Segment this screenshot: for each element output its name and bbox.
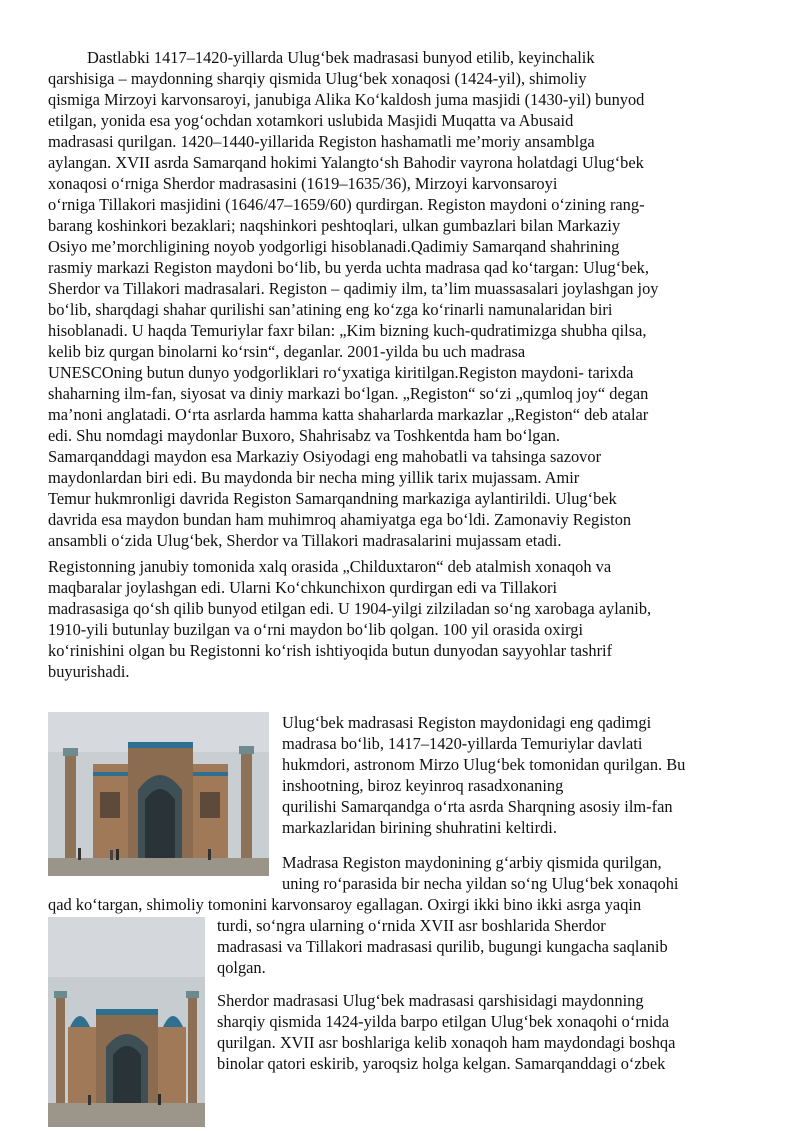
text-line: qolgan. bbox=[217, 958, 266, 977]
text-line: xonaqosi o‘rniga Sherdor madrasasini (1619–1635/36), Mirzoyi karvonsaroyi bbox=[48, 174, 558, 193]
text-line: kelib biz qurgan binolarni ko‘rsin“, deganlar. 2001-yilda bu uch madrasa bbox=[48, 342, 526, 361]
text-line: barang koshinkori bezaklari; naqshinkori peshtoqlari, ulkan gumbazlari bilan Markaziy bbox=[48, 216, 621, 235]
text-line: buyurishadi. bbox=[48, 662, 130, 681]
ulugbek-madrasa-photo bbox=[48, 712, 269, 876]
text-line: madrasasi va Tillakori madrasasi qurilib, bugungi kungacha saqlanib bbox=[217, 937, 668, 956]
text-line: qarshisiga – maydonning sharqiy qismida Ulug‘bek xonaqosi (1424-yil), shimoliy bbox=[48, 69, 587, 88]
text-line: madrasasi qurilgan. 1420–1440-yillarida Registon hashamatli me’moriy ansamblga bbox=[48, 132, 595, 151]
text-line: rasmiy markazi Registon maydoni bo‘lib, bu yerda uchta madrasa qad ko‘targan: Ulug‘bek, bbox=[48, 258, 649, 277]
sherdor-madrasa-photo bbox=[48, 917, 205, 1127]
text-line: davrida esa maydon bundan ham muhimroq ahamiyatga ega bo‘ldi. Zamonaviy Registon bbox=[48, 510, 632, 529]
text-line: uning ro‘parasida bir necha yildan so‘ng Ulug‘bek xonaqohi bbox=[282, 874, 679, 893]
text-line: 1910-yili butunlay buzilgan va o‘rni maydon bo‘lib qolgan. 100 yil orasida oxirgi bbox=[48, 620, 584, 639]
text-line: Sherdor madrasasi Ulug‘bek madrasasi qarshisidagi maydonning bbox=[217, 991, 644, 1010]
text-line: Dastlabki 1417–1420-yillarda Ulug‘bek madrasasi bunyod etilib, keyinchalik bbox=[87, 48, 595, 67]
text-line: Samarqanddagi maydon esa Markaziy Osiyodagi eng mahobatli va tahsinga sazovor bbox=[48, 447, 602, 466]
text-line: Madrasa Registon maydonining g‘arbiy qismida qurilgan, bbox=[282, 853, 662, 872]
text-line: Temur hukmronligi davrida Registon Samarqandning markaziga aylantirildi. Ulug‘bek bbox=[48, 489, 617, 508]
text-line: Osiyo me’morchligining noyob yodgorligi hisoblanadi.Qadimiy Samarqand shahrining bbox=[48, 237, 620, 256]
text-line: UNESCOning butun dunyo yodgorliklari ro‘yxatiga kiritilgan.Registon maydoni- tarixda bbox=[48, 363, 634, 382]
text-line: maydonlardan biri edi. Bu maydonda bir necha ming yillik tarix mujassam. Amir bbox=[48, 468, 580, 487]
text-line: edi. Shu nomdagi maydonlar Buxoro, Shahrisabz va Toshkentda ham bo‘lgan. bbox=[48, 426, 561, 445]
text-line: hisoblanadi. U haqda Temuriylar faxr bilan: „Kim bizning kuch-qudratimizga shubha qilsa, bbox=[48, 321, 647, 340]
text-line: qurilishi Samarqandga o‘rta asrda Sharqning asosiy ilm-fan bbox=[282, 797, 673, 816]
text-line: madrasa bo‘lib, 1417–1420-yillarda Temuriylar davlati bbox=[282, 734, 643, 753]
text-line: qad ko‘targan, shimoliy tomonini karvonsaroy egallagan. Oxirgi ikki bino ikki asrga yaqin bbox=[48, 895, 642, 914]
text-line: qurilgan. XVII asr boshlariga kelib xonaqoh ham maydondagi boshqa bbox=[217, 1033, 676, 1052]
text-line: aylangan. XVII asrda Samarqand hokimi Yalangto‘sh Bahodir vayrona holatdagi Ulug‘bek bbox=[48, 153, 644, 172]
text-line: markazlaridan birining shuhratini keltirdi. bbox=[282, 818, 557, 837]
text-line: shaharning ilm-fan, siyosat va diniy markazi bo‘lgan. „Registon“ so‘zi „qumloq joy“ degan bbox=[48, 384, 649, 403]
text-line: binolar qatori eskirib, yaroqsiz holga kelgan. Samarqanddagi o‘zbek bbox=[217, 1054, 666, 1073]
text-line: Ulug‘bek madrasasi Registon maydonidagi eng qadimgi bbox=[282, 713, 652, 732]
text-line: madrasasiga qo‘sh qilib bunyod etilgan edi. U 1904-yilgi zilziladan so‘ng xarobaga aylanib, bbox=[48, 599, 652, 618]
text-line: maqbaralar joylashgan edi. Ularni Ko‘chkunchixon qurdirgan edi va Tillakori bbox=[48, 578, 558, 597]
text-line: Sherdor va Tillakori madrasalari. Registon – qadimiy ilm, ta’lim muassasalari joylashgan joy bbox=[48, 279, 659, 298]
text-line: inshootning, biroz keyinroq rasadxonaning bbox=[282, 776, 564, 795]
text-line: ma’noni anglatadi. O‘rta asrlarda hamma katta shaharlarda markazlar „Registon“ deb atalar bbox=[48, 405, 649, 424]
text-line: ansambli o‘zida Ulug‘bek, Sherdor va Tillakori madrasalarini mujassam etadi. bbox=[48, 531, 562, 550]
text-line: hukmdori, astronom Mirzo Ulug‘bek tomonidan qurilgan. Bu bbox=[282, 755, 686, 774]
text-line: sharqiy qismida 1424-yilda barpo etilgan Ulug‘bek xonaqohi o‘rnida bbox=[217, 1012, 670, 1031]
text-line: turdi, so‘ngra ularning o‘rnida XVII asr boshlarida Sherdor bbox=[217, 916, 606, 935]
text-line: Registonning janubiy tomonida xalq orasida „Childuxtaron“ deb atalmish xonaqoh va bbox=[48, 557, 612, 576]
text-line: ko‘rinishini olgan bu Registonni ko‘rish ishtiyoqida butun dunyodan sayyohlar tashrif bbox=[48, 641, 613, 660]
text-line: etilgan, yonida esa yog‘ochdan xotamkori uslubida Masjidi Muqatta va Abusaid bbox=[48, 111, 574, 130]
text-line: bo‘lib, sharqdagi shahar qurilishi san’atining eng ko‘zga ko‘rinarli namunalaridan biri bbox=[48, 300, 613, 319]
text-line: qismiga Mirzoyi karvonsaroyi, janubiga Alika Ko‘kaldosh juma masjidi (1430-yil) bunyod bbox=[48, 90, 645, 109]
text-line: o‘rniga Tillakori masjidini (1646/47–1659/60) qurdirgan. Registon maydoni o‘zining rang- bbox=[48, 195, 645, 214]
